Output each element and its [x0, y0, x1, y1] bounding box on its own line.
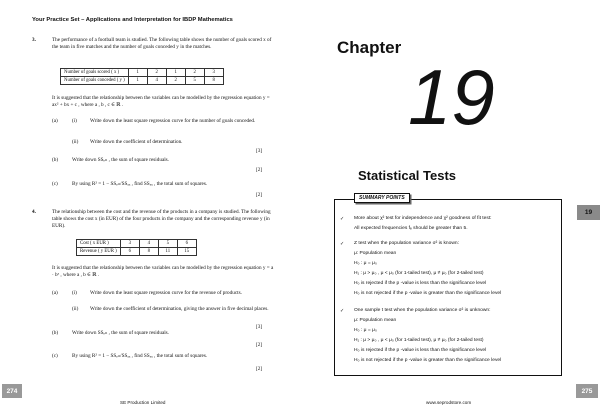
part-a-label: (a) — [52, 290, 58, 296]
part-c-text: By using R² = 1 − SSₑₗₗ/SSₓₓ , find SSₓₓ , the total sum of squares. — [72, 181, 208, 187]
table-cell: 1 — [128, 77, 147, 85]
table-cell: 5 — [185, 77, 204, 85]
marks: [3] — [256, 324, 263, 330]
summary-line: More about χ² test for independence and χ² goodness of fit test: — [354, 216, 492, 221]
part-ai-label: (i) — [72, 290, 77, 296]
table-cell: 3 — [204, 69, 223, 77]
check-icon: ✓ — [340, 241, 345, 247]
table-row — [77, 240, 197, 248]
summary-line: μ: Population mean — [354, 318, 397, 323]
part-c-text: By using R² = 1 − SSₑₗₗ/SSₓₓ , find SSₓₓ , the total sum of squares. — [72, 353, 208, 359]
chapter-heading: Chapter — [337, 38, 402, 57]
question-3-intro: The performance of a football team is studied. The following table shows the number of goals scored x of the team in five matches and the number of goals conceded y in the matches. — [52, 37, 272, 50]
question-4-model: It is suggested that the relationship between the variables can be modelled by the regression equation y = a · bˣ , where a , b ∈ ℝ . — [52, 265, 274, 278]
table-row — [61, 77, 224, 85]
chapter-number: 19 — [408, 53, 495, 141]
part-ai-label: (i) — [72, 118, 77, 124]
table-cell: Cost ( x EUR ) — [77, 240, 121, 248]
check-icon: ✓ — [340, 308, 345, 314]
summary-line: H₀ : μ = μ₀ — [354, 328, 377, 333]
summary-line: All expected frequencies fₑ should be greater than 5. — [354, 226, 468, 231]
part-b-text: Write down SSₑₗₗ , the sum of square residuals. — [72, 330, 169, 336]
table-cell: 1 — [128, 69, 147, 77]
chapter-title: Statistical Tests — [358, 168, 457, 183]
table-cell: 6 — [177, 240, 196, 248]
summary-line: One sample t test when the population variance σ² is unknown: — [354, 308, 491, 313]
page-footer: www.seprodstore.com — [426, 400, 472, 405]
marks: [2] — [256, 192, 263, 198]
table-cell: 2 — [185, 69, 204, 77]
question-3-model: It is suggested that the relationship between the variables can be modelled by the regression equation y = ax² + bx + c , where a , b , c ∈ ℝ . — [52, 95, 270, 108]
cost-revenue-table — [76, 239, 197, 256]
table-cell: 2 — [147, 69, 166, 77]
summary-line: Z test when the population variance σ² is known: — [354, 241, 459, 246]
summary-line: H₀ is not rejected if the p -value is greater than the significance level — [354, 358, 502, 363]
summary-line: H₁ : μ > μ₀ , μ < μ₀ (for 1-tailed test), μ ≠ μ₀ (for 2-tailed test) — [354, 338, 484, 343]
table-cell: Number of goals conceded ( y ) — [61, 77, 129, 85]
table-cell: 6 — [120, 248, 139, 256]
table-cell: 4 — [139, 240, 158, 248]
part-aii-text: Write down the coefficient of determination. — [90, 139, 183, 145]
summary-line: μ: Population mean — [354, 251, 397, 256]
summary-line: H₀ : μ = μ₀ — [354, 261, 377, 266]
marks: [2] — [256, 366, 263, 372]
summary-line: H₀ is rejected if the p -value is less than the significance level — [354, 281, 487, 286]
part-b-text: Write down SSₑₗₗ , the sum of square residuals. — [72, 157, 169, 163]
part-aii-label: (ii) — [72, 139, 79, 145]
marks: [2] — [256, 342, 263, 348]
right-page — [300, 0, 600, 420]
table-cell: 5 — [158, 240, 177, 248]
table-cell: 8 — [139, 248, 158, 256]
table-row — [61, 69, 224, 77]
table-cell: Number of goals scored ( x ) — [61, 69, 129, 77]
summary-label: SUMMARY POINTS — [354, 193, 410, 203]
part-b-label: (b) — [52, 330, 59, 336]
table-cell: 3 — [120, 240, 139, 248]
goals-table — [60, 68, 224, 85]
summary-line: H₀ is rejected if the p -value is less than the significance level — [354, 348, 487, 353]
part-aii-label: (ii) — [72, 306, 79, 312]
question-4-number: 4. — [32, 209, 36, 215]
part-b-label: (b) — [52, 157, 59, 163]
part-ai-text: Write down the least square regression curve for the revenue of products. — [90, 290, 242, 296]
part-ai-text: Write down the least square regression curve for the number of goals conceded. — [90, 118, 256, 124]
summary-line: H₁ : μ > μ₀ , μ < μ₀ (for 1-tailed test), μ ≠ μ₀ (for 2-tailed test) — [354, 271, 484, 276]
marks: [2] — [256, 167, 263, 173]
question-3-number: 3. — [32, 37, 36, 43]
table-cell: 2 — [166, 77, 185, 85]
chapter-side-tab: 19 — [577, 205, 600, 220]
question-4-intro: The relationship between the cost and the revenue of the products in a company is studied. The following table shows the cost x (in EUR) of the four products in the company and the corresponding revenue y (in EUR). — [52, 209, 271, 229]
table-cell: Revenue ( y EUR ) — [77, 248, 121, 256]
table-cell: 11 — [158, 248, 177, 256]
check-icon: ✓ — [340, 216, 345, 222]
page-number: 274 — [2, 384, 22, 398]
table-cell: 1 — [166, 69, 185, 77]
part-a-label: (a) — [52, 118, 58, 124]
page-number: 275 — [576, 384, 598, 398]
page-footer: SE Production Limited — [120, 400, 166, 405]
part-c-label: (c) — [52, 181, 58, 187]
table-cell: 4 — [147, 77, 166, 85]
page-header: Your Practice Set – Applications and Interpretation for IBDP Mathematics — [32, 17, 233, 23]
marks: [3] — [256, 148, 263, 154]
table-row — [77, 248, 197, 256]
summary-line: H₀ is not rejected if the p -value is greater than the significance level — [354, 291, 502, 296]
table-cell: 8 — [204, 77, 223, 85]
part-c-label: (c) — [52, 353, 58, 359]
table-cell: 15 — [177, 248, 196, 256]
part-aii-text: Write down the coefficient of determination, giving the answer in five decimal places. — [90, 306, 269, 312]
